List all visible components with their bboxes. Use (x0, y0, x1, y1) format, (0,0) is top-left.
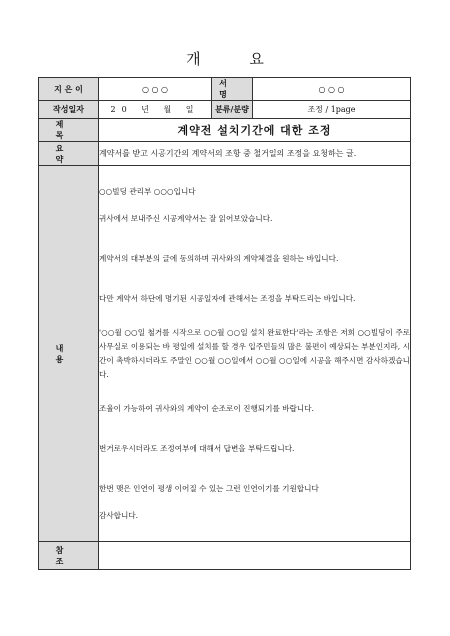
category-value[interactable]: 조정 / 1page (253, 101, 411, 119)
document-title: 개 요 (186, 50, 286, 68)
subject-label: 제 목 (39, 119, 99, 142)
date-label: 작성일자 (39, 101, 99, 119)
content-paragraph: 한번 맺은 인연이 평생 이어질 수 있는 그런 인연이기를 기원합니다 (99, 483, 319, 493)
signature-label: 서 명 (212, 78, 253, 101)
content-paragraph: 다만 계약서 하단에 명기된 시공일자에 관해서는 조정을 부탁드리는 바입니다. (99, 293, 356, 303)
content-paragraph: 감사합니다. (99, 510, 139, 520)
row-date (39, 101, 411, 119)
row-content (39, 166, 411, 542)
author-value[interactable]: ○ ○ ○ (99, 78, 212, 101)
summary-label: 요 약 (39, 142, 99, 166)
content-paragraph: 조율이 가능하여 귀사와의 계약이 순조로이 진행되기를 바랍니다. (99, 403, 314, 413)
signature-value[interactable]: ○ ○ ○ (253, 78, 411, 101)
row-subject (39, 119, 411, 142)
summary-value[interactable]: 계약서를 받고 시공기간의 계약서의 조항 중 철거일의 조정을 요청하는 글. (99, 142, 411, 166)
content-paragraph: '○○월 ○○일 철거를 시작으로 ○○월 ○○일 설치 완료한다'라는 조항은 저희 ○○빌딩이 주로 사무실로 이용되는 바 평일에 설치를 할 경우 입주민들의 많은 불편이 예상되는 부분인지라, 시간이 촉박하시더라도 주말인 ○○월 ○○일에서 ○○월 ○○일에 시공을 해주시면 감사하겠습니다. (99, 327, 410, 379)
content-paragraph: 계약서의 대부분의 글에 동의하며 귀사와의 계약체결을 원하는 바입니다. (99, 253, 339, 263)
outline-form (38, 77, 411, 570)
content-body[interactable] (99, 166, 411, 542)
content-label: 내 용 (39, 166, 99, 542)
row-summary (39, 142, 411, 166)
reference-label: 참 조 (39, 542, 99, 570)
category-label: 분류/분량 (212, 101, 253, 119)
subject-value[interactable]: 계약전 설치기간에 대한 조정 (99, 119, 411, 142)
content-paragraph: 번거로우시더라도 조정여부에 대해서 답변을 부탁드립니다. (99, 443, 295, 453)
content-paragraph: ○○빌딩 관리부 ○○○입니다 (99, 186, 196, 196)
row-reference (39, 542, 411, 570)
content-paragraph: 귀사에서 보내주신 시공계약서는 잘 읽어보았습니다. (99, 213, 273, 223)
reference-value[interactable] (99, 542, 411, 570)
row-author (39, 78, 411, 101)
date-value[interactable]: 20 년 월 일 (99, 101, 212, 119)
author-label: 지 은 이 (39, 78, 99, 101)
